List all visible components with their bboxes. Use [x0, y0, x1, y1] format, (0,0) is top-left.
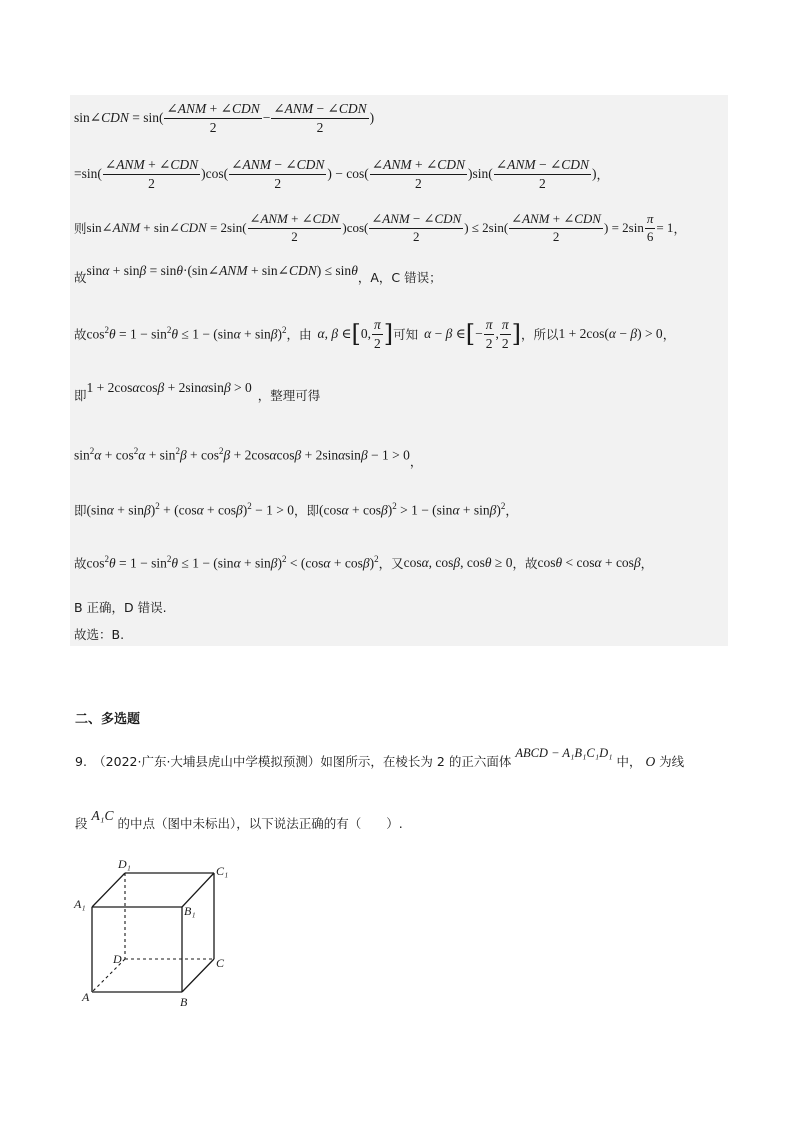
solution-line-2: = sin( $\frac{\text{∠ANM + ∠CDN}}{2}$ )cos( $\frac{\text{∠ANM − ∠CDN}}{2}$ ) − cos( $\frac{\text{∠ANM + ∠CDN}}{2}$ )sin( $\frac{\text{∠ANM − ∠CDN}}{2}$ ) ， [74, 156, 610, 191]
solution-line-4: 故 sinα + sinβ = sinθ·(sin∠ANM + sin∠CDN) ≤ sinθ ，A，C 错误； [74, 263, 442, 285]
solution-line-5: 故 $\cos^2\theta = 1 - \sin^2\theta \le 1 - (\sin\alpha + \sin\beta)^2$ ，由 α, β ∈ [ 0, $\frac{\pi}{2}$ ] 可知 α − β ∈ [ − $\frac{\pi}{2}$ , $\frac{\pi}{2}$ ] ，所以 1 + 2cos(α − β) > 0 ， [74, 316, 676, 351]
solution-conclusion: B 正确，D 错误. [74, 600, 167, 615]
label-c1: C₁ [216, 864, 229, 878]
solution-line-6: 即 1 + 2cosαcosβ + 2sinαsinβ > 0 ，整理可得 [74, 380, 321, 403]
edge-c-b [182, 959, 214, 992]
label-a1: A₁ [74, 897, 86, 911]
cube-figure [70, 855, 240, 1020]
solution-line-9: 故 $\cos^2\theta = 1 - \sin^2\theta \le 1 - (\sin\alpha + \sin\beta)^2 < (\cos\alpha + \cos\beta)^2$ ，又 cosα, cosβ, cosθ ≥ 0 ，故 cosθ < cosα + cosβ ， [74, 554, 654, 571]
label-d1: D₁ [118, 857, 131, 871]
cube-diagram [70, 855, 240, 1015]
edge-a1-d1 [92, 873, 125, 907]
question-line-1: 9. （2022·广东·大埔县虎山中学模拟预测）如图所示，在棱长为 2 的正六面体 ABCD − A₁B₁C₁D₁ 中， O 为线 [75, 746, 685, 769]
label-c: C [216, 956, 225, 970]
solution-answer: 故选：B. [74, 627, 125, 642]
question-line-2: 段 A₁C 的中点（图中未标出），以下说法正确的有（ ）. [75, 808, 403, 831]
solution-line-7: $\sin^2\alpha + \cos^2\alpha + \sin^2\beta + \cos^2\beta + 2\cos\alpha\cos\beta + 2\sin\alpha\sin\beta - 1 > 0$ ， [74, 446, 423, 469]
section-heading: 二、多选题 [75, 712, 141, 727]
label-b: B [180, 995, 188, 1009]
solution-line-3: 则 sin∠ANM + sin∠CDN = 2sin( $\frac{\text{∠ANM + ∠CDN}}{2}$ )cos( $\frac{\text{∠ANM − ∠CDN}}{2}$ ) ≤ 2sin( $\frac{\text{∠ANM + ∠CDN}}{2}$ ) = 2sin $\frac{\pi}{6}$ = 1 ， [74, 210, 686, 244]
label-b1: B₁ [184, 904, 196, 918]
edge-c1-b1 [182, 873, 214, 907]
solution-line-1: sin∠CDN = sin( $\frac{\text{∠ANM + ∠CDN}}{2}$ − $\frac{\text{∠ANM − ∠CDN}}{2}$ ) [74, 100, 375, 135]
solution-line-8: 即 $(\sin\alpha + \sin\beta)^2 + (\cos\alpha + \cos\beta)^2 - 1 > 0$ ，即 $(\cos\alpha + \cos\beta)^2 > 1 - (\sin\alpha + \sin\beta)^2$ ， [74, 501, 518, 518]
label-d: D [113, 952, 122, 966]
label-a: A [82, 990, 90, 1004]
